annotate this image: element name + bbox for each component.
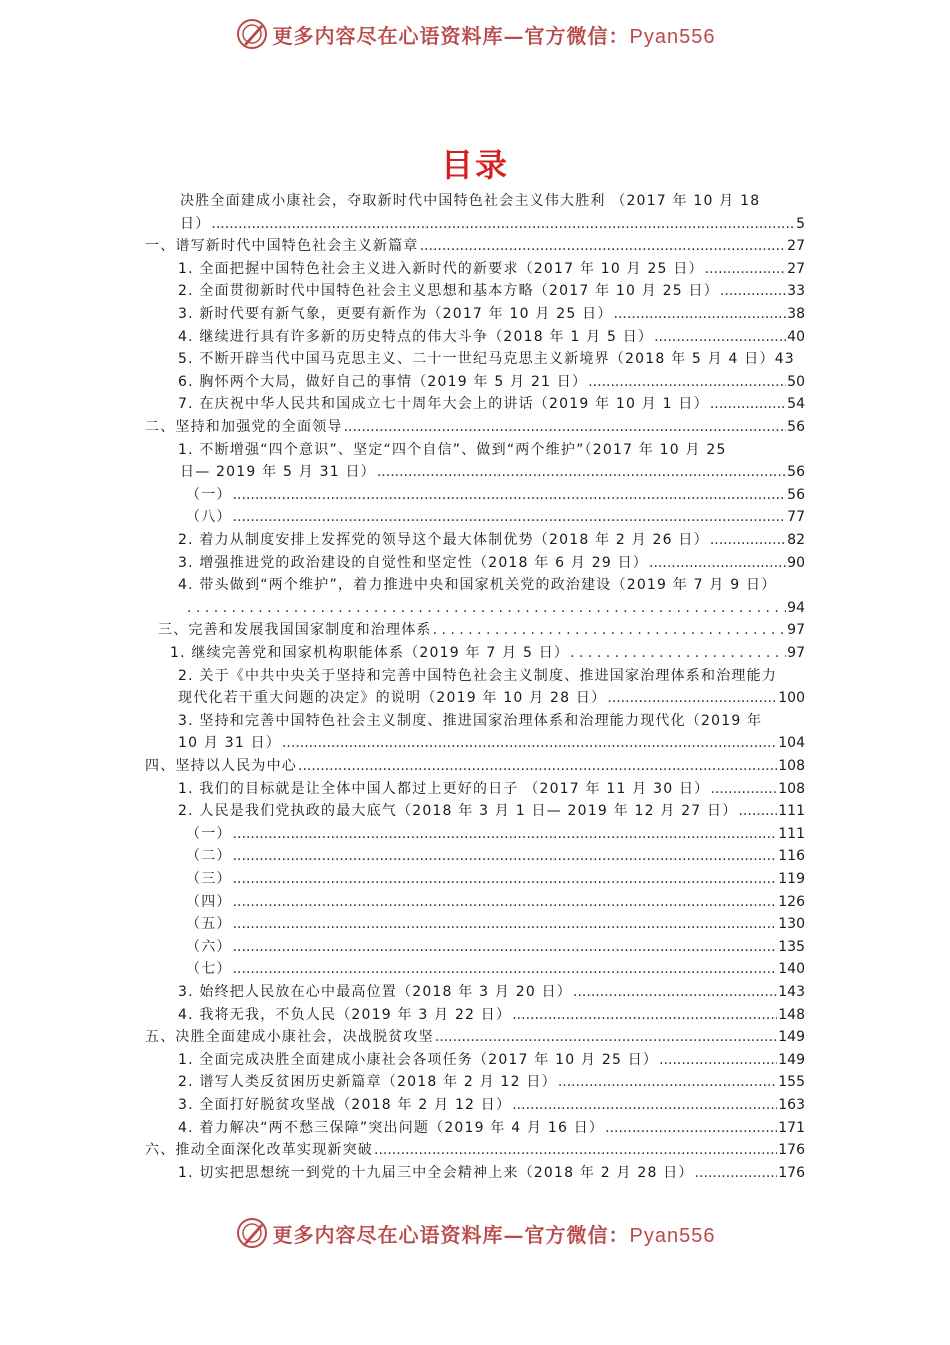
dot-leader xyxy=(420,235,787,257)
toc-entry-label: （二） xyxy=(186,848,232,865)
toc-entry-page: 130 xyxy=(778,916,805,933)
toc-entry[interactable] xyxy=(178,1049,805,1071)
toc-entry-label: 4. 带头做到“两个维护”，着力推进中央和国家机关党的政治建设（2019 年 7 月 9 日） xyxy=(178,577,777,594)
toc-entry[interactable] xyxy=(186,484,805,506)
dot-leader xyxy=(605,1117,777,1139)
toc-entry-label: 10 月 31 日） xyxy=(178,735,281,752)
pen-logo-icon xyxy=(235,17,269,51)
toc-entry[interactable] xyxy=(178,1117,805,1139)
dot-leader xyxy=(570,642,786,664)
toc-entry-label: 3. 全面打好脱贫攻坚战（2018 年 2 月 12 日） xyxy=(178,1097,512,1113)
toc-entry-label: 六、推动全面深化改革实现新突破 xyxy=(145,1142,373,1159)
banner-text-cn: 更多内容尽在心语资料库—官方微信： xyxy=(272,23,630,48)
toc-entry[interactable] xyxy=(178,371,805,393)
toc-entry-page: 97 xyxy=(787,645,805,661)
dot-leader xyxy=(433,619,787,641)
toc-entry[interactable] xyxy=(186,506,805,528)
toc-entry-label: 2. 着力从制度安排上发挥党的领导这个最大体制优势（2018 年 2 月 26 日） xyxy=(178,532,709,548)
dot-leader xyxy=(233,913,778,935)
toc-entry-label: 3. 增强推进党的政治建设的自觉性和坚定性（2018 年 6 月 29 日） xyxy=(178,554,649,571)
toc-entry-page: 27 xyxy=(787,260,805,277)
toc-entry-label: 2. 谱写人类反贫困历史新篇章（2018 年 2 月 12 日） xyxy=(178,1074,557,1091)
toc-entry-page: 148 xyxy=(778,1006,805,1023)
toc-entry-page: 126 xyxy=(778,893,805,910)
toc-entry-page: 176 xyxy=(778,1164,805,1181)
dot-leader xyxy=(512,1094,777,1116)
toc-entry-label: （一） xyxy=(186,825,232,842)
dot-leader xyxy=(233,868,778,890)
toc-entry-label: 1. 全面完成决胜全面建成小康社会各项任务（2017 年 10 月 25 日） xyxy=(178,1051,659,1068)
toc-entry-label: （五） xyxy=(186,916,232,933)
toc-entry-label: 五、决胜全面建成小康社会，决战脱贫攻坚 xyxy=(145,1029,434,1046)
toc-entry[interactable] xyxy=(178,687,805,709)
toc-entry-label: （八） xyxy=(186,509,232,526)
toc-entry-page: 27 xyxy=(787,238,805,255)
toc-entry-page: 90 xyxy=(787,554,805,571)
toc-entry[interactable] xyxy=(178,529,805,551)
dot-leader xyxy=(233,845,778,867)
toc-entry-page: 111 xyxy=(778,825,805,842)
toc-entry-label: 1. 切实把思想统一到党的十九届三中全会精神上来（2018 年 2 月 28 日） xyxy=(178,1164,694,1181)
dot-leader xyxy=(659,1049,777,1071)
toc-entry-page: 149 xyxy=(778,1051,805,1068)
toc-entry-page: 54 xyxy=(787,396,805,413)
toc-entry[interactable] xyxy=(178,280,805,302)
toc-entry[interactable] xyxy=(178,1004,805,1026)
dot-leader xyxy=(233,891,778,913)
banner-text-cn: 更多内容尽在心语资料库—官方微信： xyxy=(272,1222,630,1247)
toc-entry-label: 三、完善和发展我国国家制度和治理体系 xyxy=(158,622,432,639)
dot-leader xyxy=(710,393,786,415)
dot-leader xyxy=(374,1139,777,1161)
toc-entry-label: 1. 继续完善党和国家机构职能体系（2019 年 7 月 5 日） xyxy=(170,645,570,661)
dot-leader xyxy=(377,461,786,483)
toc-entry-label: 3. 始终把人民放在心中最高位置（2018 年 3 月 20 日） xyxy=(178,984,573,1000)
toc-entry[interactable] xyxy=(178,710,805,732)
banner-text xyxy=(273,20,716,49)
toc-entry[interactable] xyxy=(186,958,805,980)
toc-entry-page: 111 xyxy=(778,803,805,820)
banner-text-wechat: Pyan556 xyxy=(629,25,716,48)
dot-leader xyxy=(187,597,786,619)
toc-entry-label: （四） xyxy=(186,893,232,910)
toc-entry-label: 四、坚持以人民为中心 xyxy=(145,758,297,774)
banner-text-wechat: Pyan556 xyxy=(629,1224,716,1247)
toc-entry[interactable] xyxy=(186,936,805,958)
toc-entry-page: 50 xyxy=(787,373,805,390)
toc-entry-label: （六） xyxy=(186,938,232,955)
toc-entry[interactable] xyxy=(178,1094,805,1116)
toc-entry-label: 4. 继续进行具有许多新的历史特点的伟大斗争（2018 年 1 月 5 日） xyxy=(178,328,654,345)
toc-entry[interactable] xyxy=(180,190,805,212)
toc-entry-page: 155 xyxy=(778,1074,805,1091)
toc-entry-page: 33 xyxy=(787,283,805,300)
toc-entry[interactable] xyxy=(186,597,805,619)
toc-entry-label: （七） xyxy=(186,961,232,978)
toc-entry-page: 40 xyxy=(787,328,805,345)
toc-entry-label: 4. 我将无我，不负人民（2019 年 3 月 22 日） xyxy=(178,1006,512,1023)
toc-entry-page: 163 xyxy=(778,1097,805,1113)
dot-leader xyxy=(588,371,786,393)
toc-entry-page: 100 xyxy=(778,690,805,707)
dot-leader xyxy=(233,484,787,506)
dot-leader xyxy=(710,778,777,800)
dot-leader xyxy=(558,1071,777,1093)
toc-entry-label: 现代化若干重大问题的决定》的说明（2019 年 10 月 28 日） xyxy=(178,690,607,707)
toc-entry[interactable] xyxy=(178,348,835,370)
toc-entry-label: 2. 关于《中共中央关于坚持和完善中国特色社会主义制度、推进国家治理体系和治理能力 xyxy=(178,667,778,684)
toc-entry-label: 3. 坚持和完善中国特色社会主义制度、推进国家治理体系和治理能力现代化（2019 年 xyxy=(178,712,763,729)
toc-entry-page: 97 xyxy=(787,622,805,639)
toc-entry[interactable] xyxy=(178,552,805,574)
toc-entry-page: 108 xyxy=(778,758,805,774)
toc-entry[interactable] xyxy=(145,416,805,438)
toc-entry[interactable] xyxy=(145,755,805,777)
toc-entry-page: 104 xyxy=(778,735,805,752)
toc-entry-label: 日） xyxy=(180,215,211,232)
toc-entry[interactable] xyxy=(145,1139,805,1161)
toc-entry-page: 94 xyxy=(787,599,805,616)
toc-entry-label: 决胜全面建成小康社会，夺取新时代中国特色社会主义伟大胜利 （2017 年 10 月 18 xyxy=(180,193,761,209)
dot-leader xyxy=(233,958,778,980)
toc-entry-label: 3. 新时代要有新气象，更要有新作为（2017 年 10 月 25 日） xyxy=(178,306,613,322)
toc-entry-page: 119 xyxy=(778,871,805,887)
toc-entry[interactable] xyxy=(178,303,805,325)
toc-entry[interactable] xyxy=(178,1162,805,1184)
toc-entry-page: 135 xyxy=(778,938,805,955)
dot-leader xyxy=(282,732,777,754)
toc-entry-page: 176 xyxy=(778,1142,805,1159)
dot-leader xyxy=(344,416,787,438)
dot-leader xyxy=(720,280,786,302)
toc-entry[interactable] xyxy=(186,823,805,845)
toc-entry[interactable] xyxy=(186,891,805,913)
toc-entry[interactable] xyxy=(178,439,805,461)
toc-entry[interactable] xyxy=(186,913,805,935)
toc-entry[interactable] xyxy=(145,235,805,257)
toc-entry[interactable] xyxy=(180,461,805,483)
toc-entry[interactable] xyxy=(170,642,805,664)
toc-entry[interactable] xyxy=(145,1026,805,1048)
pen-logo-icon xyxy=(235,1216,269,1250)
toc-entry-label: 日— 2019 年 5 月 31 日） xyxy=(180,464,376,481)
toc-entry-page: 38 xyxy=(787,306,805,322)
toc-entry-page: 171 xyxy=(778,1119,805,1136)
dot-leader xyxy=(211,213,795,235)
toc-entry[interactable] xyxy=(186,868,805,890)
dot-leader xyxy=(614,303,787,325)
toc-entry-label: 5. 不断开辟当代中国马克思主义、二十一世纪马克思主义新境界（2018 年 5 月 4 日）43 xyxy=(178,351,795,368)
toc-entry-page: 143 xyxy=(778,984,805,1000)
toc-entry-page: 56 xyxy=(787,486,805,503)
toc-entry-label: 2. 全面贯彻新时代中国特色社会主义思想和基本方略（2017 年 10 月 25 日） xyxy=(178,283,719,300)
dot-leader xyxy=(705,258,786,280)
toc-entry-label: 6. 胸怀两个大局，做好自己的事情（2019 年 5 月 21 日） xyxy=(178,373,588,390)
toc-entry-label: 1. 我们的目标就是让全体中国人都过上更好的日子 （2017 年 11 月 30 日） xyxy=(178,780,710,797)
toc-entry[interactable] xyxy=(180,213,805,235)
toc-entry[interactable] xyxy=(158,619,805,641)
toc-entry-label: 二、坚持和加强党的全面领导 xyxy=(145,419,343,435)
toc-entry-label: 7. 在庆祝中华人民共和国成立七十周年大会上的讲话（2019 年 10 月 1 日） xyxy=(178,396,709,413)
header-watermark-banner xyxy=(0,14,950,54)
footer-watermark-banner xyxy=(0,1213,950,1253)
toc-entry-label: 1. 全面把握中国特色社会主义进入新时代的新要求（2017 年 10 月 25 日） xyxy=(178,260,704,277)
toc-entry-page: 149 xyxy=(778,1029,805,1046)
toc-entry[interactable] xyxy=(178,393,805,415)
dot-leader xyxy=(738,800,777,822)
dot-leader xyxy=(233,823,778,845)
toc-entry-label: 一、谱写新时代中国特色社会主义新篇章 xyxy=(145,238,419,255)
toc-entry[interactable] xyxy=(178,258,805,280)
dot-leader xyxy=(435,1026,777,1048)
toc-entry-label: （三） xyxy=(186,871,232,887)
toc-entry[interactable] xyxy=(186,845,805,867)
toc-entry[interactable] xyxy=(178,800,805,822)
toc-entry-label: （一） xyxy=(186,486,232,503)
dot-leader xyxy=(695,1162,778,1184)
dot-leader xyxy=(573,981,777,1003)
toc-entry[interactable] xyxy=(178,326,805,348)
toc-entry-page: 5 xyxy=(796,215,805,232)
toc-entry-label: 1. 不断增强“四个意识”、坚定“四个自信”、做到“两个维护”（2017 年 10 月 25 xyxy=(178,441,727,458)
toc-entry[interactable] xyxy=(178,981,805,1003)
toc-entry-page: 82 xyxy=(787,532,805,548)
toc-entry-page: 140 xyxy=(778,961,805,978)
dot-leader xyxy=(512,1004,777,1026)
toc-entry-page: 77 xyxy=(787,509,805,526)
dot-leader xyxy=(649,552,786,574)
dot-leader xyxy=(710,529,786,551)
toc-entry[interactable] xyxy=(178,574,805,596)
toc-entry-label: 4. 着力解决“两不愁三保障”突出问题（2019 年 4 月 16 日） xyxy=(178,1119,605,1136)
toc-entry[interactable] xyxy=(178,665,805,687)
toc-entry[interactable] xyxy=(178,732,805,754)
dot-leader xyxy=(607,687,777,709)
toc-entry-page: 56 xyxy=(787,464,805,481)
dot-leader xyxy=(233,506,787,528)
dot-leader xyxy=(654,326,786,348)
dot-leader xyxy=(298,755,777,777)
page-title: 目录 xyxy=(440,146,509,184)
toc-entry[interactable] xyxy=(178,778,805,800)
toc-entry-page: 116 xyxy=(778,848,805,865)
toc-entry-label: 2. 人民是我们党执政的最大底气（2018 年 3 月 1 日— 2019 年 12 月 27 日） xyxy=(178,803,738,820)
toc-entry-page: 56 xyxy=(787,419,805,435)
banner-text xyxy=(273,1219,716,1248)
dot-leader xyxy=(233,936,778,958)
toc-entry[interactable] xyxy=(178,1071,805,1093)
toc-entry-page: 108 xyxy=(778,780,805,797)
